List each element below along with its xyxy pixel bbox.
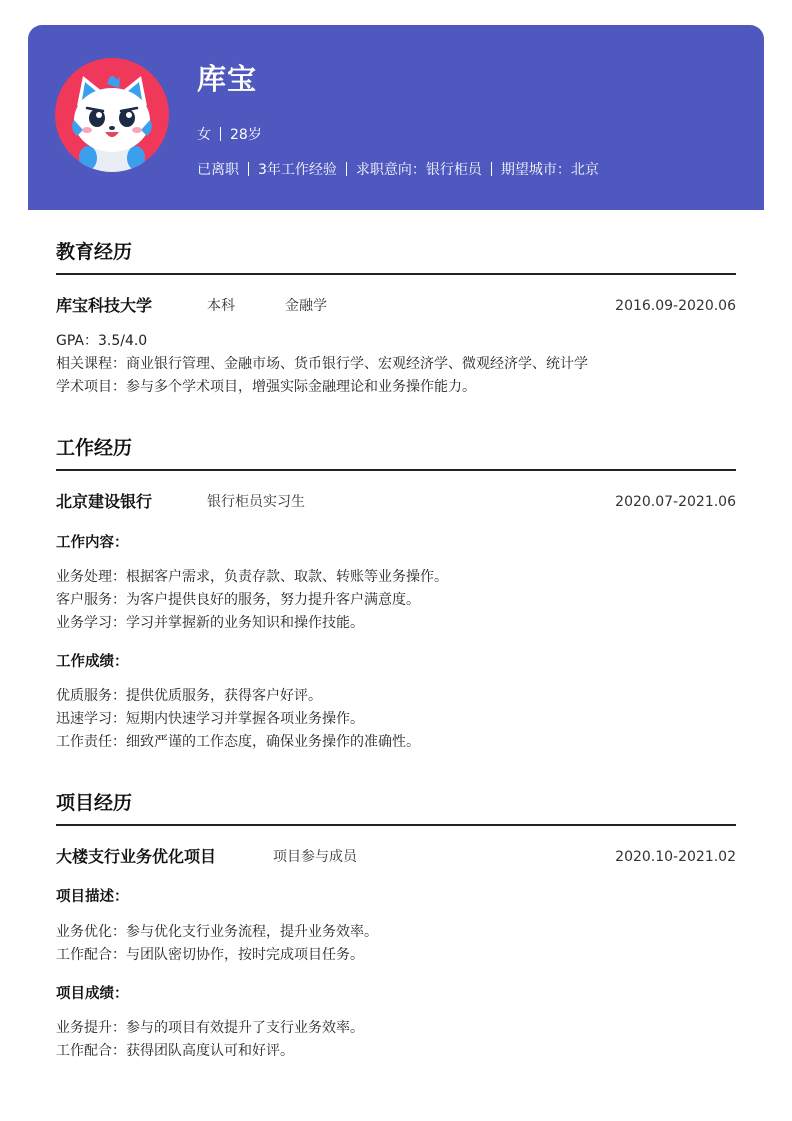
education-entry-header	[56, 294, 736, 318]
degree: 本科	[207, 298, 235, 314]
detail-line: 学术项目：参与多个学术项目，增强实际金融理论和业务操作能力。	[56, 379, 476, 395]
section-divider	[56, 273, 736, 275]
section-divider	[56, 469, 736, 471]
job-intent: 求职意向：银行柜员	[355, 162, 482, 178]
company-name: 北京建设银行	[56, 492, 153, 511]
detail-line: 业务学习：学习并掌握新的业务知识和操作技能。	[56, 615, 364, 631]
project-entry-header	[56, 845, 736, 869]
major: 金融学	[285, 298, 327, 314]
detail-line: 工作配合：获得团队高度认可和好评。	[56, 1043, 294, 1059]
work-results-list	[56, 685, 736, 754]
section-title: 教育经历	[56, 241, 133, 263]
job-role: 银行柜员实习生	[207, 494, 305, 510]
section-title: 工作经历	[56, 437, 133, 459]
school-name: 库宝科技大学	[56, 296, 153, 315]
job-status: 已离职	[197, 162, 239, 178]
work-section	[56, 434, 736, 750]
work-experience: 3年工作经验	[258, 162, 337, 178]
detail-line: 工作责任：细致严谨的工作态度，确保业务操作的准确性。	[56, 734, 420, 750]
project-results-heading: 项目成绩：	[56, 986, 129, 1002]
project-role: 项目参与成员	[273, 849, 357, 865]
work-content-heading: 工作内容：	[56, 535, 129, 551]
detail-line: 迅速学习：短期内快速学习并掌握各项业务操作。	[56, 711, 364, 727]
candidate-name: 库宝	[197, 62, 258, 96]
detail-line: 客户服务：为客户提供良好的服务，努力提升客户满意度。	[56, 592, 420, 608]
basic-info	[197, 124, 262, 144]
detail-line: 相关课程：商业银行管理、金融市场、货币银行学、宏观经济学、微观经济学、统计学	[56, 356, 588, 372]
profile-header	[28, 25, 764, 210]
avatar	[55, 58, 169, 172]
separator	[248, 162, 249, 176]
project-results-list	[56, 1017, 736, 1063]
detail-line: 业务提升：参与的项目有效提升了支行业务效率。	[56, 1020, 364, 1036]
section-title: 项目经历	[56, 792, 133, 814]
separator	[220, 127, 221, 141]
age: 28岁	[230, 127, 262, 143]
project-name: 大楼支行业务优化项目	[56, 847, 217, 866]
education-date: 2016.09-2020.06	[615, 298, 736, 314]
separator	[346, 162, 347, 176]
detail-line: 优质服务：提供优质服务，获得客户好评。	[56, 688, 322, 704]
education-section	[56, 238, 736, 395]
project-date: 2020.10-2021.02	[615, 849, 736, 865]
separator	[491, 162, 492, 176]
gender: 女	[197, 127, 211, 143]
work-content-list	[56, 566, 736, 635]
detail-line: 业务优化：参与优化支行业务流程，提升业务效率。	[56, 924, 378, 940]
project-section	[56, 789, 736, 1059]
detail-line: 业务处理：根据客户需求，负责存款、取款、转账等业务操作。	[56, 569, 448, 585]
project-desc-heading: 项目描述：	[56, 889, 129, 905]
expected-city: 期望城市：北京	[500, 162, 599, 178]
job-info	[197, 159, 599, 179]
education-details	[56, 330, 736, 399]
work-results-heading: 工作成绩：	[56, 654, 129, 670]
section-divider	[56, 824, 736, 826]
work-date: 2020.07-2021.06	[615, 494, 736, 510]
project-desc-list	[56, 921, 736, 967]
detail-line: 工作配合：与团队密切协作，按时完成项目任务。	[56, 947, 364, 963]
cat-mascot-icon	[55, 58, 169, 172]
detail-line: GPA：3.5/4.0	[56, 333, 148, 349]
work-entry-header	[56, 490, 736, 514]
